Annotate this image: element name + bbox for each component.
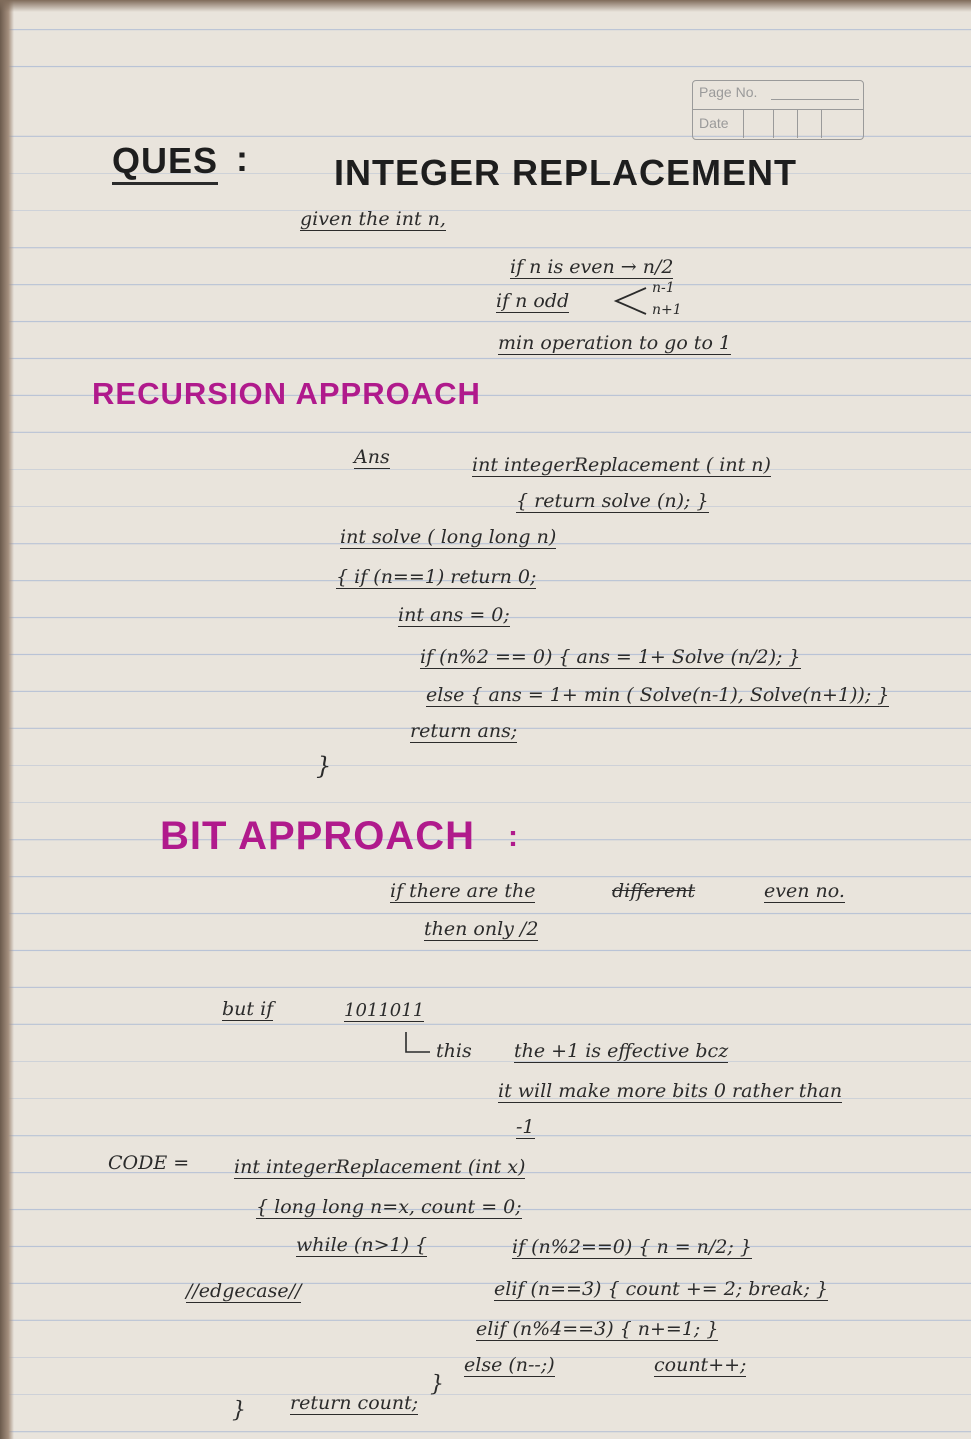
code-line: elif (n%4==3) { n+=1; } [476, 1318, 719, 1340]
code-line: return ans; [410, 720, 518, 742]
code-line: return count; [290, 1392, 419, 1414]
problem-line: given the int n, [300, 208, 446, 230]
date-label: Date [699, 115, 729, 131]
page-no-label: Page No. [699, 84, 758, 100]
page-title: INTEGER REPLACEMENT [334, 152, 798, 193]
code-line: int solve ( long long n) [340, 526, 557, 548]
page-top-shadow [0, 0, 971, 12]
problem-line: if n is even → n/2 [510, 256, 674, 278]
code-line: if (n%2==0) { n = n/2; } [512, 1236, 752, 1258]
bit-note: even no. [764, 880, 845, 902]
but-if-label: but if [222, 998, 274, 1020]
code-line: count++; [654, 1354, 747, 1376]
problem-branch: n-1 [652, 280, 675, 296]
code-line: int ans = 0; [398, 604, 510, 626]
bit-heading: BIT APPROACH [160, 814, 475, 858]
bit-note: if there are the [390, 880, 536, 902]
code-line: elif (n==3) { count += 2; break; } [494, 1278, 829, 1300]
this-label: this [436, 1040, 472, 1062]
code-line: int integerReplacement (int x) [234, 1156, 526, 1178]
page-no-date-box [692, 80, 864, 140]
edge-case-comment: //edgecase// [186, 1280, 302, 1302]
ques-label: QUES [112, 140, 218, 185]
bit-explain: it will make more bits 0 rather than [498, 1080, 843, 1102]
code-line: } [232, 1398, 246, 1423]
code-line: { return solve (n); } [516, 490, 709, 512]
bit-explain: the +1 is effective bcz [514, 1040, 729, 1062]
code-line: } [316, 752, 332, 780]
bit-note: then only /2 [424, 918, 539, 940]
code-line: while (n>1) { [296, 1234, 428, 1256]
ans-label: Ans [354, 446, 390, 468]
bit-heading-colon: : [508, 820, 519, 853]
code-line: { long long n=x, count = 0; [256, 1196, 522, 1218]
branch-arrow-icon [612, 282, 648, 320]
struck-word: different [612, 880, 696, 902]
problem-line: if n odd [496, 290, 570, 312]
bit-explain: -1 [516, 1116, 535, 1138]
problem-line: min operation to go to 1 [498, 332, 732, 354]
code-line: int integerReplacement ( int n) [472, 454, 771, 476]
code-label: CODE = [108, 1152, 190, 1174]
page-edge-shadow [0, 0, 14, 1439]
down-arrow-icon [400, 1030, 434, 1060]
recursion-heading: RECURSION APPROACH [92, 376, 481, 411]
binary-number: 1011011 [344, 1000, 425, 1021]
code-line: if (n%2 == 0) { ans = 1+ Solve (n/2); } [420, 646, 801, 668]
code-line: } [430, 1372, 444, 1397]
code-line: else (n--;) [464, 1354, 555, 1376]
ques-colon: : [236, 138, 249, 179]
code-line: { if (n==1) return 0; [336, 566, 537, 588]
code-line: else { ans = 1+ min ( Solve(n-1), Solve(n+1)); } [426, 684, 890, 706]
problem-branch: n+1 [652, 302, 682, 318]
